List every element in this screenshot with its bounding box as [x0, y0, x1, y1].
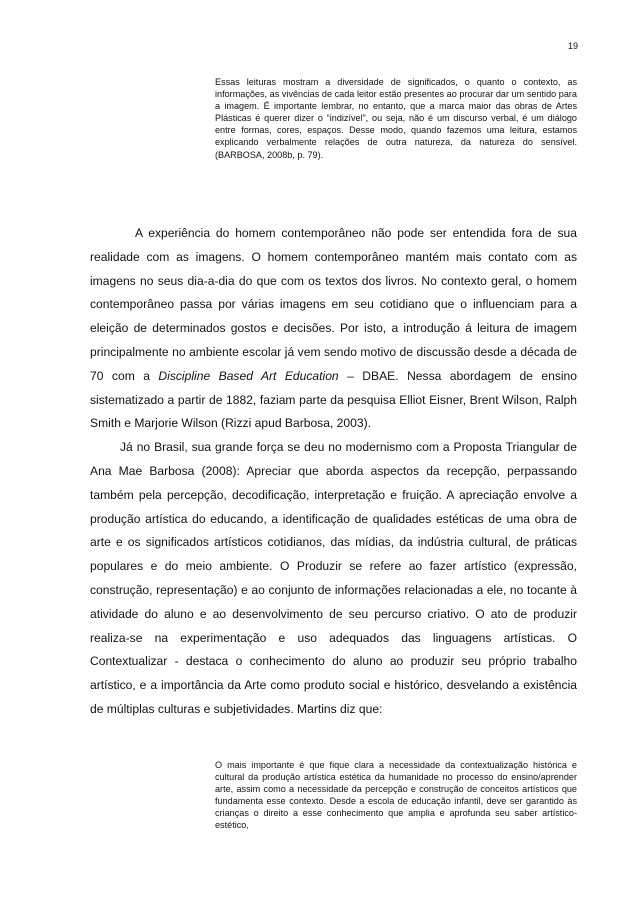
paragraph-triangular-proposal: Já no Brasil, sua grande força se deu no modernismo com a Proposta Triangular de Ana Mae Barbosa (2008): Apreciar que aborda aspectos da recepção, perpassando também pela percepção, decodificação, interpretação e fruição. A apreciação envolve a produção artística do educando, a identificação de qualidades estéticas de uma obra de arte e os significados artísticos cotidianos, das mídias, da indústria cultural, de práticas populares e do meio ambiente. O Produzir se refere ao fazer artístico (expressão, construção, representação) e ao conjunto de informações relacionadas a ele, no tocante à atividade do aluno e ao desenvolvimento de seu percurso criativo. O ato de produzir realiza-se na experimentação e uso adequados das linguagens artísticas. O Contextualizar - destaca o conhecimento do aluno ao produzir seu próprio trabalho artístico, e a importância da Arte como produto social e histórico, desvelando a existência de múltiplas culturas e subjetividades. Martins diz que:: [90, 440, 577, 716]
block-quote-barbosa: Essas leituras mostram a diversidade de significados, o quanto o contexto, as informações, as vivências de cada leitor estão presentes ao procurar dar um sentido para a imagem. É importante lembrar, no entanto, que a marca maior das obras de Artes Plásticas é querer dizer o “indizível”, ou seja, não é um discurso verbal, é um diálogo entre formas, cores, espaços. Desse modo, quando fazemos uma leitura, estamos explicando verbalmente relações de outra natureza, da natureza do sensível. (BARBOSA, 2008b, p. 79).: [215, 77, 577, 160]
page-number: 19: [567, 41, 578, 51]
block-quote-martins: O mais importante é que fique clara a necessidade da contextualização histórica e cultural da produção artística estética da humanidade no processo do ensino/aprender arte, assim como a necessidade da percepção e construção de conceitos artísticos que fundamenta esse contexto. Desde a escola de educação infantil, deve ser garantido às crianças o direito a esse conhecimento que amplia e aprofunda seu saber artístico-estético,: [215, 760, 577, 831]
dbae-title: Discipline Based Art Education: [158, 368, 339, 383]
paragraph-contemporary-man: [90, 222, 577, 436]
paragraph-text: A experiência do homem contemporâneo não pode ser entendida fora de sua realidade com as imagens. O homem contemporâneo mantém mais contato com as imagens no seus dia-a-dia do que com os textos dos livros. No contexto geral, o homem contemporâneo passa por várias imagens em seu cotidiano que o influenciam para a eleição de determinados gostos e decisões. Por isto, a introdução á leitura de imagem principalmente no ambiente escolar já vem sendo motivo de discussão desde a década de 70 com a: [90, 226, 577, 383]
body-text: [90, 222, 577, 722]
paragraph-text: – DBAE. Nessa abordagem de ensino sistematizado a partir de 1882, faziam parte da pesquisa Elliot Eisner, Brent Wilson, Ralph Smith e Marjorie Wilson (Rizzi apud Barbosa, 2003).: [90, 368, 578, 431]
